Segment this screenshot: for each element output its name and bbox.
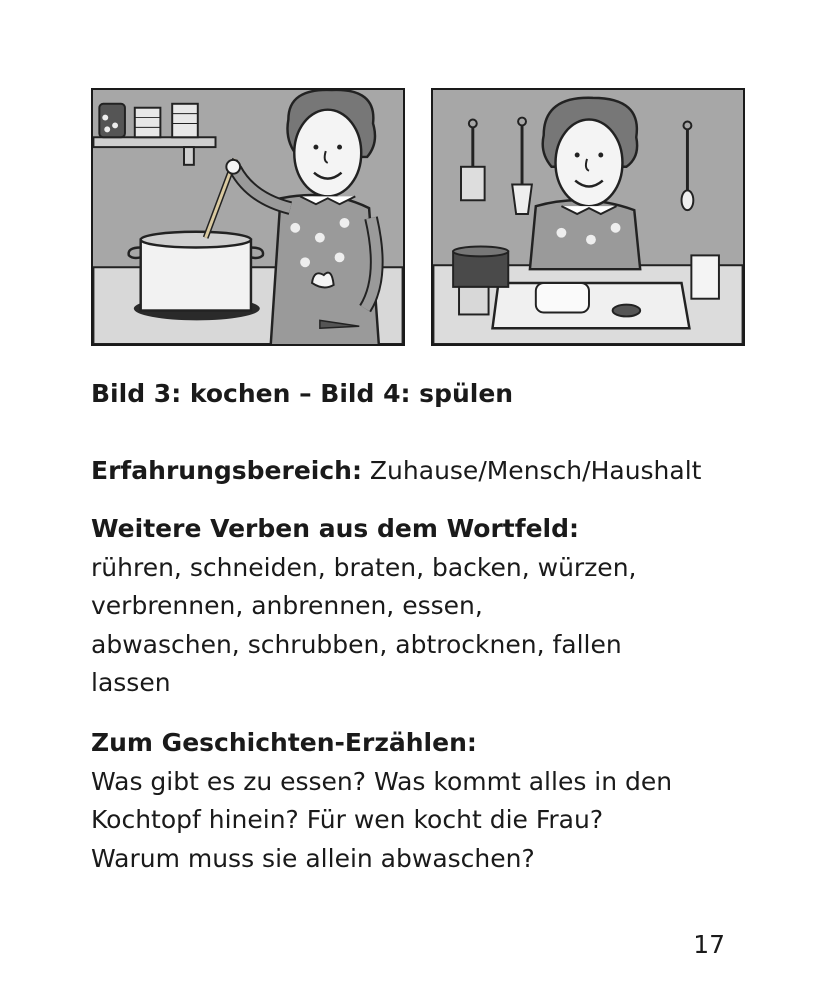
illustration-cooking: [91, 88, 405, 346]
page-number: 17: [693, 930, 725, 959]
story-line: Was gibt es zu essen? Was kommt alles in den: [91, 766, 673, 796]
verbs-line: rühren, schneiden, braten, backen, würzen,: [91, 552, 637, 582]
story-section: [91, 724, 771, 878]
verbs-line: verbrennen, anbrennen, essen,: [91, 591, 483, 620]
verbs-section: [91, 510, 771, 703]
verbs-line: lassen: [91, 668, 171, 697]
figure-caption: Bild 3: kochen – Bild 4: spülen: [91, 379, 514, 408]
verbs-line: abwaschen, schrubben, abtrocknen, fallen: [91, 629, 622, 659]
experience-area: [91, 452, 771, 491]
experience-label: Erfahrungsbereich:: [91, 456, 362, 485]
story-heading: Zum Geschichten-Erzählen:: [91, 728, 477, 757]
illustration-washing-up: [431, 88, 745, 346]
story-line: Warum muss sie allein abwaschen?: [91, 843, 535, 873]
experience-value: Zuhause/Mensch/Haushalt: [361, 456, 702, 485]
story-line: Kochtopf hinein? Für wen kocht die Frau?: [91, 805, 604, 834]
verbs-heading: Weitere Verben aus dem Wortfeld:: [91, 514, 580, 543]
